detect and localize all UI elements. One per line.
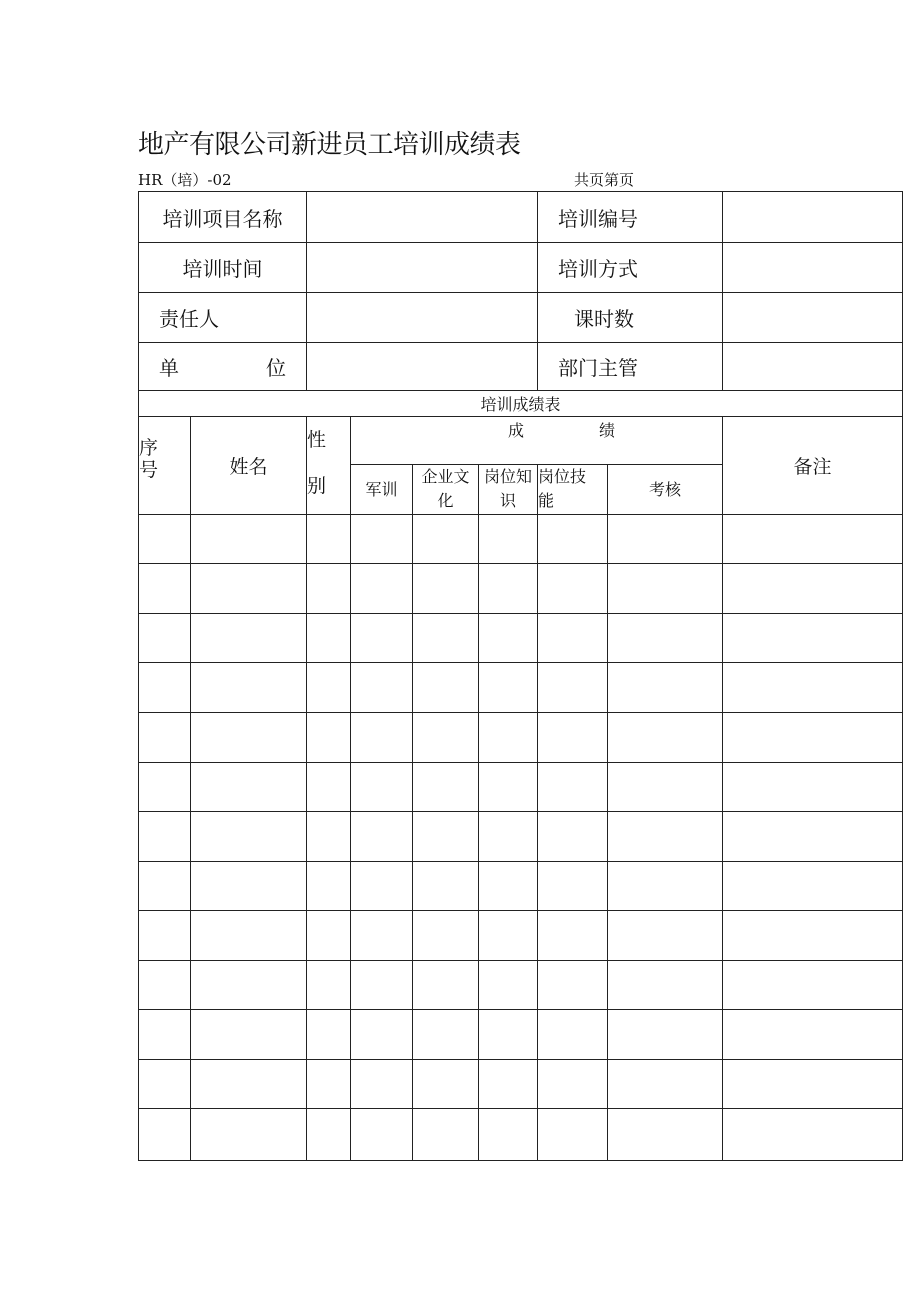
name-header: 姓名 bbox=[191, 417, 307, 515]
table-cell[interactable] bbox=[608, 713, 723, 763]
table-cell[interactable] bbox=[479, 614, 538, 663]
table-cell[interactable] bbox=[191, 564, 307, 614]
table-cell[interactable] bbox=[139, 515, 191, 564]
table-cell[interactable] bbox=[538, 812, 608, 862]
table-row bbox=[139, 1109, 903, 1161]
table-cell[interactable] bbox=[479, 1109, 538, 1161]
table-cell[interactable] bbox=[608, 812, 723, 862]
table-cell[interactable] bbox=[479, 911, 538, 961]
table-cell[interactable] bbox=[608, 763, 723, 812]
table-cell[interactable] bbox=[479, 1060, 538, 1109]
skill-header bbox=[538, 465, 608, 515]
table-cell[interactable] bbox=[139, 763, 191, 812]
table-cell[interactable] bbox=[723, 812, 903, 862]
gender-header-line2: 别 bbox=[307, 475, 327, 497]
table-cell[interactable] bbox=[139, 812, 191, 862]
table-cell[interactable] bbox=[479, 961, 538, 1010]
table-cell[interactable] bbox=[191, 1109, 307, 1161]
training-score-table bbox=[138, 191, 903, 1161]
form-code: HR（培）-02 bbox=[138, 171, 232, 189]
table-cell[interactable] bbox=[351, 614, 413, 663]
table-cell[interactable] bbox=[351, 515, 413, 564]
table-cell[interactable] bbox=[479, 1010, 538, 1060]
table-cell[interactable] bbox=[413, 1060, 479, 1109]
remarks-header: 备注 bbox=[723, 417, 903, 515]
table-cell[interactable] bbox=[479, 564, 538, 614]
responsible-value[interactable] bbox=[307, 293, 538, 343]
training-time-value[interactable] bbox=[307, 243, 538, 293]
table-cell[interactable] bbox=[139, 614, 191, 663]
table-cell[interactable] bbox=[191, 515, 307, 564]
seq-header bbox=[139, 417, 191, 515]
table-cell[interactable] bbox=[307, 515, 351, 564]
table-cell[interactable] bbox=[351, 862, 413, 911]
table-cell[interactable] bbox=[413, 812, 479, 862]
training-method-label: 培训方式 bbox=[538, 243, 723, 293]
table-cell[interactable] bbox=[191, 1010, 307, 1060]
table-cell[interactable] bbox=[479, 713, 538, 763]
training-no-value[interactable] bbox=[723, 192, 903, 243]
table-row bbox=[139, 713, 903, 763]
document-title: 地产有限公司新进员工培训成绩表 bbox=[138, 130, 521, 160]
table-cell[interactable] bbox=[538, 663, 608, 713]
culture-header bbox=[413, 465, 479, 515]
table-cell[interactable] bbox=[538, 911, 608, 961]
seq-header-line2: 号 bbox=[139, 459, 159, 481]
unit-label-second: 位 bbox=[266, 356, 286, 380]
knowledge-header-line2: 识 bbox=[499, 491, 516, 510]
culture-header-line1: 企业文 bbox=[421, 467, 470, 486]
table-cell[interactable] bbox=[608, 663, 723, 713]
table-cell[interactable] bbox=[538, 1060, 608, 1109]
table-cell[interactable] bbox=[351, 812, 413, 862]
table-row bbox=[139, 961, 903, 1010]
table-cell[interactable] bbox=[608, 564, 723, 614]
table-cell[interactable] bbox=[723, 515, 903, 564]
table-cell[interactable] bbox=[723, 663, 903, 713]
table-cell[interactable] bbox=[479, 763, 538, 812]
info-row bbox=[139, 192, 903, 243]
page-info: 共页第页 bbox=[574, 171, 635, 189]
score-header-second: 绩 bbox=[599, 421, 616, 440]
table-cell[interactable] bbox=[479, 812, 538, 862]
score-header-first: 成 bbox=[507, 421, 524, 440]
seq-header-line1: 序 bbox=[139, 437, 159, 459]
table-cell[interactable] bbox=[608, 614, 723, 663]
table-row bbox=[139, 614, 903, 663]
table-cell[interactable] bbox=[307, 1060, 351, 1109]
table-cell[interactable] bbox=[139, 663, 191, 713]
score-rows bbox=[139, 515, 903, 1161]
table-cell[interactable] bbox=[139, 1010, 191, 1060]
table-cell[interactable] bbox=[351, 713, 413, 763]
table-cell[interactable] bbox=[608, 1109, 723, 1161]
table-cell[interactable] bbox=[723, 614, 903, 663]
table-cell[interactable] bbox=[608, 1010, 723, 1060]
table-cell[interactable] bbox=[307, 564, 351, 614]
table-cell[interactable] bbox=[191, 614, 307, 663]
table-cell[interactable] bbox=[723, 713, 903, 763]
table-cell[interactable] bbox=[608, 862, 723, 911]
table-cell[interactable] bbox=[608, 1060, 723, 1109]
table-cell[interactable] bbox=[538, 1010, 608, 1060]
table-cell[interactable] bbox=[723, 1010, 903, 1060]
unit-label bbox=[139, 343, 307, 391]
table-cell[interactable] bbox=[191, 961, 307, 1010]
table-cell[interactable] bbox=[191, 1060, 307, 1109]
table-cell[interactable] bbox=[307, 1109, 351, 1161]
table-cell[interactable] bbox=[139, 1060, 191, 1109]
table-row bbox=[139, 862, 903, 911]
table-cell[interactable] bbox=[191, 911, 307, 961]
table-cell[interactable] bbox=[538, 961, 608, 1010]
table-cell[interactable] bbox=[351, 1109, 413, 1161]
training-time-label: 培训时间 bbox=[139, 243, 307, 293]
table-cell[interactable] bbox=[307, 713, 351, 763]
table-cell[interactable] bbox=[191, 663, 307, 713]
table-cell[interactable] bbox=[413, 564, 479, 614]
info-row bbox=[139, 293, 903, 343]
table-row bbox=[139, 1060, 903, 1109]
table-row bbox=[139, 1010, 903, 1060]
knowledge-header-line1: 岗位知 bbox=[483, 467, 532, 486]
table-row bbox=[139, 564, 903, 614]
project-name-value[interactable] bbox=[307, 192, 538, 243]
info-row bbox=[139, 343, 903, 391]
table-cell[interactable] bbox=[307, 1010, 351, 1060]
dept-manager-value[interactable] bbox=[723, 343, 903, 391]
table-cell[interactable] bbox=[538, 1109, 608, 1161]
table-cell[interactable] bbox=[413, 961, 479, 1010]
training-no-label: 培训编号 bbox=[538, 192, 723, 243]
table-cell[interactable] bbox=[413, 763, 479, 812]
table-cell[interactable] bbox=[723, 862, 903, 911]
table-cell[interactable] bbox=[413, 614, 479, 663]
table-cell[interactable] bbox=[351, 911, 413, 961]
class-hours-label: 课时数 bbox=[538, 293, 723, 343]
table-cell[interactable] bbox=[139, 862, 191, 911]
unit-value[interactable] bbox=[307, 343, 538, 391]
culture-header-line2: 化 bbox=[437, 491, 454, 510]
table-cell[interactable] bbox=[608, 911, 723, 961]
table-cell[interactable] bbox=[723, 961, 903, 1010]
table-cell[interactable] bbox=[479, 663, 538, 713]
military-header: 军训 bbox=[351, 465, 413, 515]
table-cell[interactable] bbox=[307, 911, 351, 961]
info-row bbox=[139, 243, 903, 293]
table-cell[interactable] bbox=[538, 515, 608, 564]
table-row bbox=[139, 763, 903, 812]
table-cell[interactable] bbox=[351, 763, 413, 812]
responsible-label: 责任人 bbox=[139, 293, 307, 343]
table-cell[interactable] bbox=[307, 862, 351, 911]
column-header-row bbox=[139, 417, 903, 465]
table-cell[interactable] bbox=[608, 515, 723, 564]
table-cell[interactable] bbox=[413, 911, 479, 961]
table-cell[interactable] bbox=[413, 1109, 479, 1161]
table-cell[interactable] bbox=[307, 614, 351, 663]
table-cell[interactable] bbox=[479, 515, 538, 564]
unit-label-first: 单 bbox=[159, 356, 179, 380]
table-cell[interactable] bbox=[307, 663, 351, 713]
dept-manager-label: 部门主管 bbox=[538, 343, 723, 391]
table-cell[interactable] bbox=[413, 515, 479, 564]
training-method-value[interactable] bbox=[723, 243, 903, 293]
score-group-header bbox=[351, 417, 723, 465]
skill-header-line1: 岗位技 bbox=[538, 467, 587, 486]
table-cell[interactable] bbox=[351, 961, 413, 1010]
table-cell[interactable] bbox=[351, 564, 413, 614]
table-cell[interactable] bbox=[139, 911, 191, 961]
table-row bbox=[139, 812, 903, 862]
table-cell[interactable] bbox=[538, 763, 608, 812]
table-cell[interactable] bbox=[139, 713, 191, 763]
table-cell[interactable] bbox=[191, 713, 307, 763]
table-cell[interactable] bbox=[307, 763, 351, 812]
project-name-label: 培训项目名称 bbox=[139, 192, 307, 243]
table-cell[interactable] bbox=[723, 763, 903, 812]
table-cell[interactable] bbox=[139, 1109, 191, 1161]
skill-header-line2: 能 bbox=[538, 491, 555, 510]
table-cell[interactable] bbox=[307, 812, 351, 862]
table-cell[interactable] bbox=[307, 961, 351, 1010]
table-cell[interactable] bbox=[723, 911, 903, 961]
table-cell[interactable] bbox=[191, 763, 307, 812]
table-cell[interactable] bbox=[723, 1109, 903, 1161]
table-cell[interactable] bbox=[351, 1010, 413, 1060]
section-title-row bbox=[139, 391, 903, 417]
table-cell[interactable] bbox=[351, 663, 413, 713]
table-cell[interactable] bbox=[413, 713, 479, 763]
table-cell[interactable] bbox=[538, 713, 608, 763]
class-hours-value[interactable] bbox=[723, 293, 903, 343]
table-cell[interactable] bbox=[413, 663, 479, 713]
table-cell[interactable] bbox=[139, 564, 191, 614]
table-cell[interactable] bbox=[139, 961, 191, 1010]
table-row bbox=[139, 911, 903, 961]
table-cell[interactable] bbox=[538, 614, 608, 663]
gender-header bbox=[307, 417, 351, 515]
table-cell[interactable] bbox=[723, 564, 903, 614]
table-cell[interactable] bbox=[479, 862, 538, 911]
table-row bbox=[139, 515, 903, 564]
table-cell[interactable] bbox=[723, 1060, 903, 1109]
table-cell[interactable] bbox=[538, 862, 608, 911]
table-cell[interactable] bbox=[413, 1010, 479, 1060]
table-row bbox=[139, 663, 903, 713]
gender-header-line1: 性 bbox=[307, 429, 327, 451]
table-cell[interactable] bbox=[351, 1060, 413, 1109]
assessment-header: 考核 bbox=[608, 465, 723, 515]
section-title: 培训成绩表 bbox=[139, 391, 903, 417]
table-cell[interactable] bbox=[538, 564, 608, 614]
table-cell[interactable] bbox=[191, 812, 307, 862]
table-cell[interactable] bbox=[413, 862, 479, 911]
table-cell[interactable] bbox=[191, 862, 307, 911]
table-cell[interactable] bbox=[608, 961, 723, 1010]
knowledge-header bbox=[479, 465, 538, 515]
